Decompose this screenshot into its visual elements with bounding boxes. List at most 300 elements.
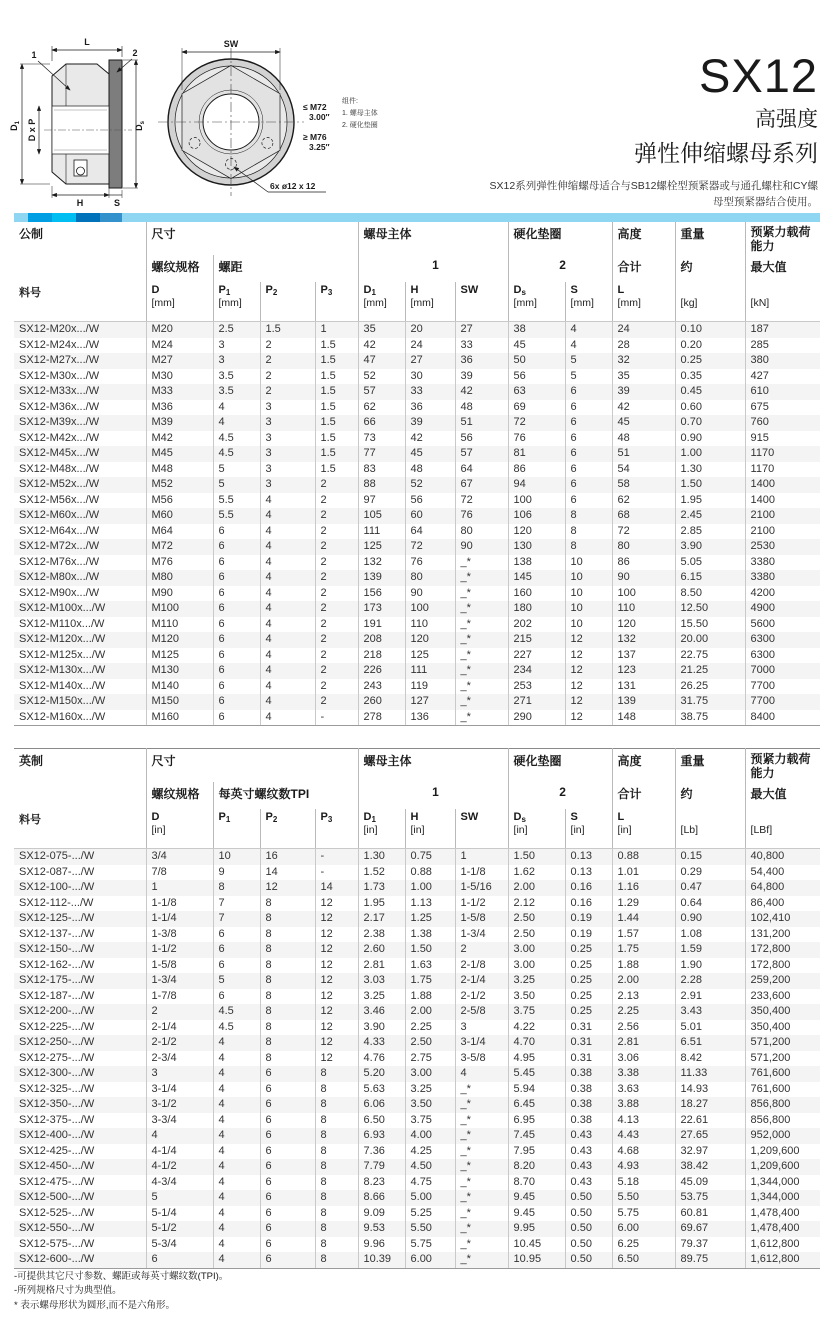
svg-text:3.00″: 3.00″ (309, 112, 330, 122)
cell: 6 (260, 1128, 315, 1144)
cell: 10.45 (508, 1237, 565, 1253)
cell: 123 (612, 663, 675, 679)
table-row (14, 1144, 820, 1160)
table-row (14, 1020, 820, 1036)
cell: 1-1/2 (455, 896, 508, 912)
cell: 1.95 (675, 493, 745, 509)
cell: 38 (508, 322, 565, 338)
cell: 3/4 (146, 849, 213, 865)
cell: 1-7/8 (146, 989, 213, 1005)
cell: 427 (745, 369, 820, 385)
cell: 88 (358, 477, 405, 493)
table-row (14, 1051, 820, 1067)
cell: 16 (260, 849, 315, 865)
cell: 4 (260, 570, 315, 586)
cell: 2 (315, 539, 358, 555)
table-row (14, 1190, 820, 1206)
svg-text:≥ M76: ≥ M76 (303, 132, 327, 142)
cell: 120 (508, 524, 565, 540)
group-size: 尺寸 (146, 749, 358, 783)
cell: 8.42 (675, 1051, 745, 1067)
cell: SX12-525-.../W (19, 1206, 95, 1219)
cell: 131 (612, 679, 675, 695)
cell: 24 (405, 338, 455, 354)
table-row (14, 1159, 820, 1175)
column-header: P3 (315, 809, 358, 849)
cell: 1.52 (358, 865, 405, 881)
table-row (14, 679, 820, 695)
cell: 6.93 (358, 1128, 405, 1144)
cell: SX12-112-.../W (19, 896, 94, 909)
cell: 10 (565, 586, 612, 602)
cell: 2 (315, 663, 358, 679)
cell: SX12-325-.../W (19, 1082, 95, 1095)
cell: 5-3/4 (146, 1237, 213, 1253)
cell: 80 (405, 570, 455, 586)
cell: 4 (260, 648, 315, 664)
cell: 60.81 (675, 1206, 745, 1222)
table-row (14, 710, 820, 726)
cell: 6 (213, 570, 260, 586)
column-header: D1 [in] (358, 809, 405, 849)
cell: 48 (455, 400, 508, 416)
cell: 350,400 (745, 1020, 820, 1036)
cell: 10.39 (358, 1252, 405, 1268)
column-header: D [mm] (146, 282, 213, 322)
cell: 3 (146, 1066, 213, 1082)
cell: 2.25 (405, 1020, 455, 1036)
group-preload: 预紧力载荷能力 (745, 749, 820, 783)
cell: 4.93 (612, 1159, 675, 1175)
cell: 2-1/2 (146, 1035, 213, 1051)
cell: 1400 (745, 477, 820, 493)
cell: 4 (260, 617, 315, 633)
cell: 2.25 (612, 1004, 675, 1020)
table-row (14, 353, 820, 369)
cell: 2.00 (612, 973, 675, 989)
cell: 0.50 (565, 1190, 612, 1206)
cell: 130 (508, 539, 565, 555)
cell: 51 (455, 415, 508, 431)
cell: 1-5/16 (455, 880, 508, 896)
cell: M60 (146, 508, 213, 524)
cell: 20.00 (675, 632, 745, 648)
cell: 5.5 (213, 508, 260, 524)
column-header: P2 (260, 282, 315, 322)
cell: 45 (612, 415, 675, 431)
cell: 1-3/4 (455, 927, 508, 943)
cell: 100 (612, 586, 675, 602)
cell: 1-1/8 (146, 896, 213, 912)
cell: 27 (455, 322, 508, 338)
cell: 4.75 (405, 1175, 455, 1191)
cell: _* (455, 555, 508, 571)
section-view (9, 37, 146, 208)
cell: 1.5 (315, 338, 358, 354)
cell: 0.25 (565, 942, 612, 958)
cell: 4.00 (405, 1128, 455, 1144)
cell: 5.05 (675, 555, 745, 571)
cell: 14.93 (675, 1082, 745, 1098)
cell: 6 (146, 1252, 213, 1268)
cell: 48 (612, 431, 675, 447)
cell: 6.50 (358, 1113, 405, 1129)
cell: 6 (213, 586, 260, 602)
cell: 4 (213, 1221, 260, 1237)
cell: 4.76 (358, 1051, 405, 1067)
cell: 610 (745, 384, 820, 400)
cell: SX12-M130x.../W (19, 664, 106, 676)
cell: 2.5 (213, 322, 260, 338)
cell: M30 (146, 369, 213, 385)
cell: 2.00 (508, 880, 565, 896)
cell: SX12-M76x.../W (19, 555, 100, 568)
cell: M52 (146, 477, 213, 493)
table-row (14, 493, 820, 509)
cell: 0.64 (675, 896, 745, 912)
cell: 2 (315, 493, 358, 509)
cell: 4 (213, 1144, 260, 1160)
cell: 67 (455, 477, 508, 493)
cell: 1,478,400 (745, 1221, 820, 1237)
cell: 6 (213, 958, 260, 974)
cell: SX12-M160x.../W (14, 710, 146, 726)
cell: 6 (565, 493, 612, 509)
cell: 12.50 (675, 601, 745, 617)
cell: 5 (213, 973, 260, 989)
cell: 278 (358, 710, 405, 726)
cell: 234 (508, 663, 565, 679)
cell: 1.5 (315, 415, 358, 431)
cell: SX12-475-.../W (19, 1175, 95, 1188)
svg-text:D x P: D x P (27, 118, 37, 142)
cell: 5600 (745, 617, 820, 633)
cell: 0.31 (565, 1020, 612, 1036)
table-row (14, 1175, 820, 1191)
cell: 5.25 (405, 1206, 455, 1222)
column-header: Ds [in] (508, 809, 565, 849)
cell: 35 (358, 322, 405, 338)
cell: 3 (213, 353, 260, 369)
cell: - (315, 849, 358, 865)
cell: 0.25 (565, 989, 612, 1005)
cell: SX12-M125x.../W (19, 648, 106, 661)
cell: 4 (260, 694, 315, 710)
cell: 1,612,800 (745, 1237, 820, 1253)
cell: 8 (260, 1004, 315, 1020)
cell: _* (455, 1082, 508, 1098)
cell: 6.51 (675, 1035, 745, 1051)
cell: 73 (358, 431, 405, 447)
cell: 0.70 (675, 415, 745, 431)
imperial-data-table (14, 748, 820, 1269)
column-header-row (14, 282, 820, 322)
cell: 0.50 (565, 1221, 612, 1237)
table-row (14, 1082, 820, 1098)
cell: 3.03 (358, 973, 405, 989)
cell: 28 (612, 338, 675, 354)
cell: 0.13 (565, 865, 612, 881)
cell: 42 (405, 431, 455, 447)
cell: SX12-087-.../W (19, 865, 95, 878)
cell: 6 (213, 648, 260, 664)
cell: 12 (260, 880, 315, 896)
cell: 5.75 (612, 1206, 675, 1222)
cell: 1-5/8 (455, 911, 508, 927)
cell: 12 (315, 896, 358, 912)
cell: SX12-M24x.../W (19, 338, 100, 351)
page-subtitle-1: 高强度 (755, 107, 818, 131)
cell: 0.88 (612, 849, 675, 865)
cell: 2 (146, 1004, 213, 1020)
cell: 31.75 (675, 694, 745, 710)
cell: 0.90 (675, 911, 745, 927)
cell: 0.38 (565, 1066, 612, 1082)
cell: 6 (213, 539, 260, 555)
cell: 6 (260, 1175, 315, 1191)
cell: 0.75 (405, 849, 455, 865)
cell: 6 (260, 1206, 315, 1222)
cell: 81 (508, 446, 565, 462)
cell: 3380 (745, 570, 820, 586)
cell: 2 (315, 524, 358, 540)
cell: 62 (358, 400, 405, 416)
cell: SX12-200-.../W (19, 1005, 95, 1017)
cell: 7.36 (358, 1144, 405, 1160)
column-header: P3 (315, 282, 358, 322)
cell: 2 (260, 338, 315, 354)
cell: 5.75 (405, 1237, 455, 1253)
table-row (14, 1237, 820, 1253)
cell: 12 (315, 989, 358, 1005)
table-row (14, 446, 820, 462)
cell: 9.95 (508, 1221, 565, 1237)
cell: 39 (612, 384, 675, 400)
cell: 33 (455, 338, 508, 354)
cell: 7.95 (508, 1144, 565, 1160)
cell: 8 (315, 1221, 358, 1237)
column-header: [kg] (675, 282, 745, 322)
table-row (14, 1004, 820, 1020)
legend-title: 组件: (342, 98, 358, 105)
cell: M64 (146, 524, 213, 540)
cell: 6 (565, 384, 612, 400)
cell: SX12-M42x.../W (19, 431, 100, 444)
column-header: [Lb] (675, 809, 745, 849)
cell: _* (455, 1252, 508, 1268)
cell: 120 (612, 617, 675, 633)
cell: 10 (213, 849, 260, 865)
cell: 290 (508, 710, 565, 726)
cell: 1 (315, 322, 358, 338)
svg-text:SW: SW (223, 39, 239, 49)
cell: 1170 (745, 462, 820, 478)
cell: 915 (745, 431, 820, 447)
cell: SX12-575-.../W (19, 1237, 95, 1250)
cell: 39 (405, 415, 455, 431)
cell: 1-1/8 (455, 865, 508, 881)
cell: 3.88 (612, 1097, 675, 1113)
cell: 5-1/2 (146, 1221, 213, 1237)
svg-text:1: 1 (31, 50, 37, 60)
table-row (14, 663, 820, 679)
cell: 3.25 (358, 989, 405, 1005)
table-row (14, 632, 820, 648)
cell: _* (455, 710, 508, 726)
column-header: S [mm] (565, 282, 612, 322)
cell: 2 (315, 508, 358, 524)
nut-body-number: 1 (358, 782, 508, 809)
cell: 6.45 (508, 1097, 565, 1113)
cell: 9 (213, 865, 260, 881)
cell: 6 (565, 446, 612, 462)
cell: 6 (260, 1237, 315, 1253)
cell: SX12-375-.../W (19, 1113, 95, 1126)
cell: 32.97 (675, 1144, 745, 1160)
cell: 100 (405, 601, 455, 617)
cell: 2.75 (405, 1051, 455, 1067)
cell: 3 (260, 400, 315, 416)
cell: SX12-M120x.../W (19, 633, 106, 645)
cell: SX12-M33x.../W (19, 385, 100, 397)
drawing-legend (342, 96, 378, 132)
footnote: -可提供其它尺寸参数、螺距或每英寸螺纹数(TPI)。 (14, 1271, 229, 1282)
cell: 94 (508, 477, 565, 493)
cell: 42 (612, 400, 675, 416)
cell: 139 (358, 570, 405, 586)
cell: 33 (405, 384, 455, 400)
cell: 4 (260, 524, 315, 540)
cell: 4 (565, 338, 612, 354)
table-row (14, 1206, 820, 1222)
cell: 7000 (745, 663, 820, 679)
cell: 4 (213, 1252, 260, 1268)
cell: 5 (213, 462, 260, 478)
cell: 0.16 (565, 896, 612, 912)
cell: 6 (213, 710, 260, 726)
cell: 4 (260, 586, 315, 602)
cell: 160 (508, 586, 565, 602)
cell: 1 (455, 849, 508, 865)
group-header-row (14, 222, 820, 255)
cell: 2.81 (612, 1035, 675, 1051)
cell: 8 (213, 880, 260, 896)
cell: 7 (213, 911, 260, 927)
title-block (488, 49, 818, 210)
cell: 80 (455, 524, 508, 540)
cell: 4.13 (612, 1113, 675, 1129)
legend-item: 1. 螺母主体 (342, 109, 378, 117)
cell: 53.75 (675, 1190, 745, 1206)
cell: 111 (405, 663, 455, 679)
cell: 7.79 (358, 1159, 405, 1175)
cell: 40,800 (745, 849, 820, 865)
cell: 761,600 (745, 1066, 820, 1082)
table-row (14, 415, 820, 431)
cell: 76 (455, 508, 508, 524)
cell: 0.43 (565, 1159, 612, 1175)
svg-text:D1: $D_1$ (9, 121, 21, 131)
cell: 12 (565, 694, 612, 710)
cell: 4 (260, 493, 315, 509)
cell: 0.35 (675, 369, 745, 385)
subgroup-header-row (14, 255, 820, 282)
cell: 6 (260, 1252, 315, 1268)
cell: 6 (260, 1066, 315, 1082)
cell: 51 (612, 446, 675, 462)
accent-bar-segment (100, 213, 122, 222)
cell: 1,344,000 (745, 1190, 820, 1206)
cell: 4 (213, 1206, 260, 1222)
series-description: SX12系列弹性伸缩螺母适合与SB12螺栓型预紧器或与通孔螺柱和CY螺母型预紧器结合使用。 (489, 179, 818, 208)
washer-number: 2 (508, 782, 612, 809)
cell: SX12-M56x.../W (19, 493, 100, 506)
cell: M76 (146, 555, 213, 571)
cell: 1400 (745, 493, 820, 509)
table-row (14, 586, 820, 602)
cell: 6 (213, 989, 260, 1005)
cell: M27 (146, 353, 213, 369)
group-nut-body: 螺母主体 (358, 749, 508, 783)
cell: 57 (455, 446, 508, 462)
cell: 202 (508, 617, 565, 633)
cell: 24 (612, 322, 675, 338)
cell: 761,600 (745, 1082, 820, 1098)
cell: 12 (315, 1035, 358, 1051)
accent-bar-segment (76, 213, 100, 222)
cell: 218 (358, 648, 405, 664)
cell: 2-5/8 (455, 1004, 508, 1020)
preload-max-label: 最大值 (745, 255, 820, 282)
cell: SX12-M30x.../W (19, 369, 100, 382)
cell: 50 (508, 353, 565, 369)
cell: 30 (405, 369, 455, 385)
table-row (14, 462, 820, 478)
cell: 4200 (745, 586, 820, 602)
cell: 1.50 (405, 942, 455, 958)
cell: M39 (146, 415, 213, 431)
cell: 72 (405, 539, 455, 555)
cell: 4 (213, 1113, 260, 1129)
cell: 139 (612, 694, 675, 710)
cell: 4.5 (213, 431, 260, 447)
cell: 1.63 (405, 958, 455, 974)
cell: 86 (508, 462, 565, 478)
thread-spec-label: 螺纹规格 (146, 782, 213, 809)
column-header: SW (455, 809, 508, 849)
cell: _* (455, 1206, 508, 1222)
table-row (14, 849, 820, 865)
cell: 1.5 (315, 446, 358, 462)
cell: 8.50 (675, 586, 745, 602)
cell: 12 (565, 679, 612, 695)
cell: 0.60 (675, 400, 745, 416)
cell: 2.38 (358, 927, 405, 943)
cell: 90 (405, 586, 455, 602)
cell: 6 (213, 524, 260, 540)
cell: 56 (405, 493, 455, 509)
cell: 8 (315, 1082, 358, 1098)
cell: 3.5 (213, 384, 260, 400)
cell: 0.50 (565, 1252, 612, 1268)
column-header: 料号 (14, 282, 146, 322)
column-header: H [in] (405, 809, 455, 849)
cell: 12 (565, 648, 612, 664)
cell: 148 (612, 710, 675, 726)
cell: 5.20 (358, 1066, 405, 1082)
svg-text:S: S (113, 198, 121, 208)
column-header: H [mm] (405, 282, 455, 322)
